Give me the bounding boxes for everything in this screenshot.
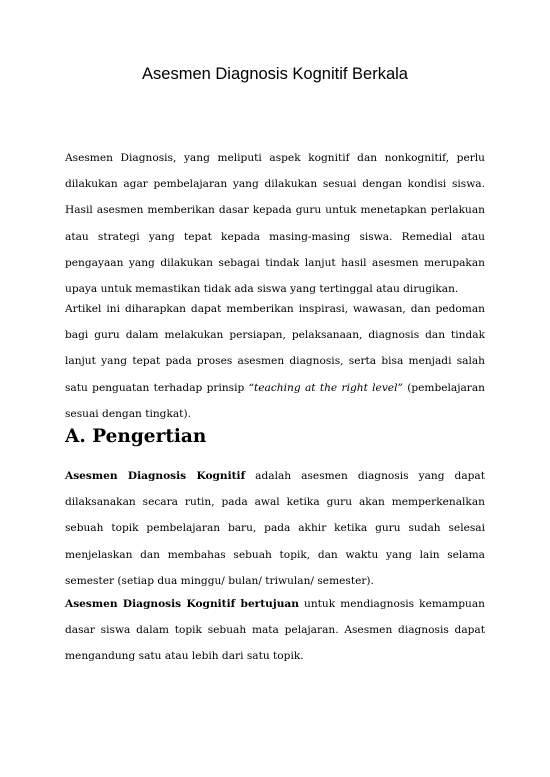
document-title: Asesmen Diagnosis Kognitif Berkala xyxy=(142,65,408,83)
section-a-heading: A. Pengertian xyxy=(65,426,207,447)
bold-term: Asesmen Diagnosis Kognitif xyxy=(65,470,246,482)
section-a-paragraph-1 xyxy=(65,463,485,594)
intro-paragraph-2-text: Artikel ini diharapkan dapat memberikan inspirasi, wawasan, dan pedoman bagi guru dalam melakukan persiapan, pelaksanaan, diagnosis dan tindak lanjut yang tepat pada proses asesmen diagnosis, serta bisa menjadi salah satu penguatan terhadap prinsip xyxy=(65,303,485,394)
intro-paragraph-2 xyxy=(65,296,485,427)
bold-term: Asesmen Diagnosis Kognitif bertujuan xyxy=(65,598,299,610)
section-a-paragraph-2 xyxy=(65,591,485,670)
paragraph-text: untuk mendiagnosis kemampuan dasar siswa dalam topik sebuah mata pelajaran. Asesmen diagnosis dapat mengandung satu atau lebih dari satu topik. xyxy=(65,598,485,663)
paragraph-text: adalah asesmen diagnosis yang dapat dilaksanakan secara rutin, pada awal ketika guru akan memperkenalkan sebuah topik pembelajaran baru, pada akhir ketika guru sudah selesai menjelaskan dan membahas sebuah topik, dan waktu yang lain selama semester (setiap dua minggu/ bulan/ triwulan/ semester). xyxy=(65,470,485,587)
intro-paragraph-1: Asesmen Diagnosis, yang meliputi aspek kognitif dan nonkognitif, perlu dilakukan agar pembelajaran yang dilakukan sesuai dengan kondisi siswa. Hasil asesmen memberikan dasar kepada guru untuk menetapkan perlakuan atau strategi yang tepat kepada masing-masing siswa. Remedial atau pengayaan yang dilakukan sebagai tindak lanjut hasil asesmen merupakan upaya untuk memastikan tidak ada siswa yang tertinggal atau dirugikan. xyxy=(65,152,485,296)
intro-paragraph-2-tail: (pembelajaran sesuai dengan tingkat). xyxy=(65,381,486,420)
intro-paragraph-2-emphasis: “teaching at the right level” xyxy=(248,381,403,394)
